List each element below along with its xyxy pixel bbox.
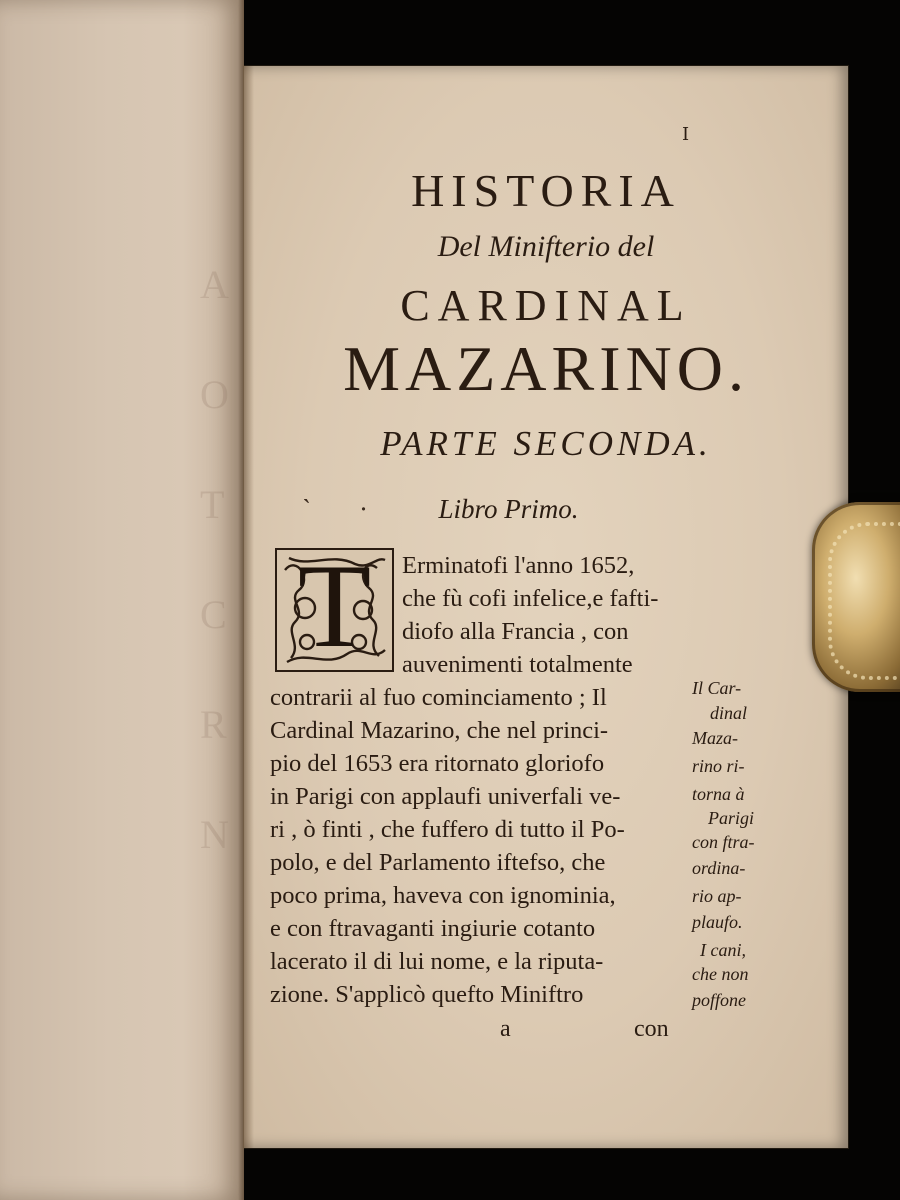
drop-cap-letter: T — [297, 539, 372, 672]
margin-note: plaufo. — [692, 912, 743, 932]
text-line: e con ftravaganti ingiurie cotanto — [270, 915, 596, 942]
book-heading-label: Libro Primo. — [438, 494, 579, 524]
text-line: che fù cofi infelice,e fafti- — [402, 585, 659, 612]
text-line: poco prima, haveva con ignominia, — [270, 882, 616, 909]
margin-note: Parigi — [708, 808, 755, 828]
title-mazarino: MAZARINO. — [343, 333, 749, 404]
text-line: Erminatofi l'anno 1652, — [402, 552, 635, 579]
title-cardinal: CARDINAL — [400, 281, 692, 330]
show-through-text: A O T C R N — [200, 262, 233, 857]
text-line: auvenimenti totalmente — [402, 651, 633, 678]
margin-note: rino ri- — [692, 756, 745, 776]
margin-note: dinal — [710, 703, 748, 723]
text-line: contrarii al fuo cominciamento ; Il — [270, 684, 607, 711]
text-line: lacerato il di lui nome, e la riputa- — [270, 948, 604, 975]
text-line: Cardinal Mazarino, che nel princi- — [270, 717, 609, 744]
margin-note: I cani, — [700, 940, 746, 960]
margin-note: Maza- — [692, 728, 738, 748]
folio-number: I — [682, 124, 690, 145]
text-line: zione. S'applicò quefto Miniftro — [270, 981, 584, 1008]
text-line: diofo alla Francia , con — [402, 618, 629, 645]
text-line: pio del 1653 era ritornato gloriofo — [270, 750, 605, 777]
title-historia: HISTORIA — [411, 165, 681, 216]
margin-note: poffone — [692, 990, 746, 1010]
margin-note: ordina- — [692, 858, 746, 878]
ornament-dots: ` · — [300, 494, 389, 524]
left-page — [0, 0, 244, 1200]
text-line: polo, e del Parlamento iftefso, che — [270, 849, 606, 876]
margin-note: con ftra- — [692, 832, 755, 852]
clasp-ornament — [828, 522, 900, 680]
catchword: con — [634, 1016, 669, 1042]
signature-mark: a — [500, 1016, 511, 1042]
text-block — [244, 0, 848, 1200]
text-line: in Parigi con applaufi univerfali ve- — [270, 783, 621, 810]
title-del-ministerio: Del Minifterio del — [437, 230, 655, 263]
margin-note: rio ap- — [692, 886, 742, 906]
text-line: ri , ò finti , che fuffero di tutto il Po- — [270, 816, 625, 843]
margin-note: torna à — [692, 784, 745, 804]
margin-note: Il Car- — [692, 678, 742, 698]
margin-note: che non — [692, 964, 749, 984]
part-heading: PARTE SECONDA. — [380, 424, 712, 463]
